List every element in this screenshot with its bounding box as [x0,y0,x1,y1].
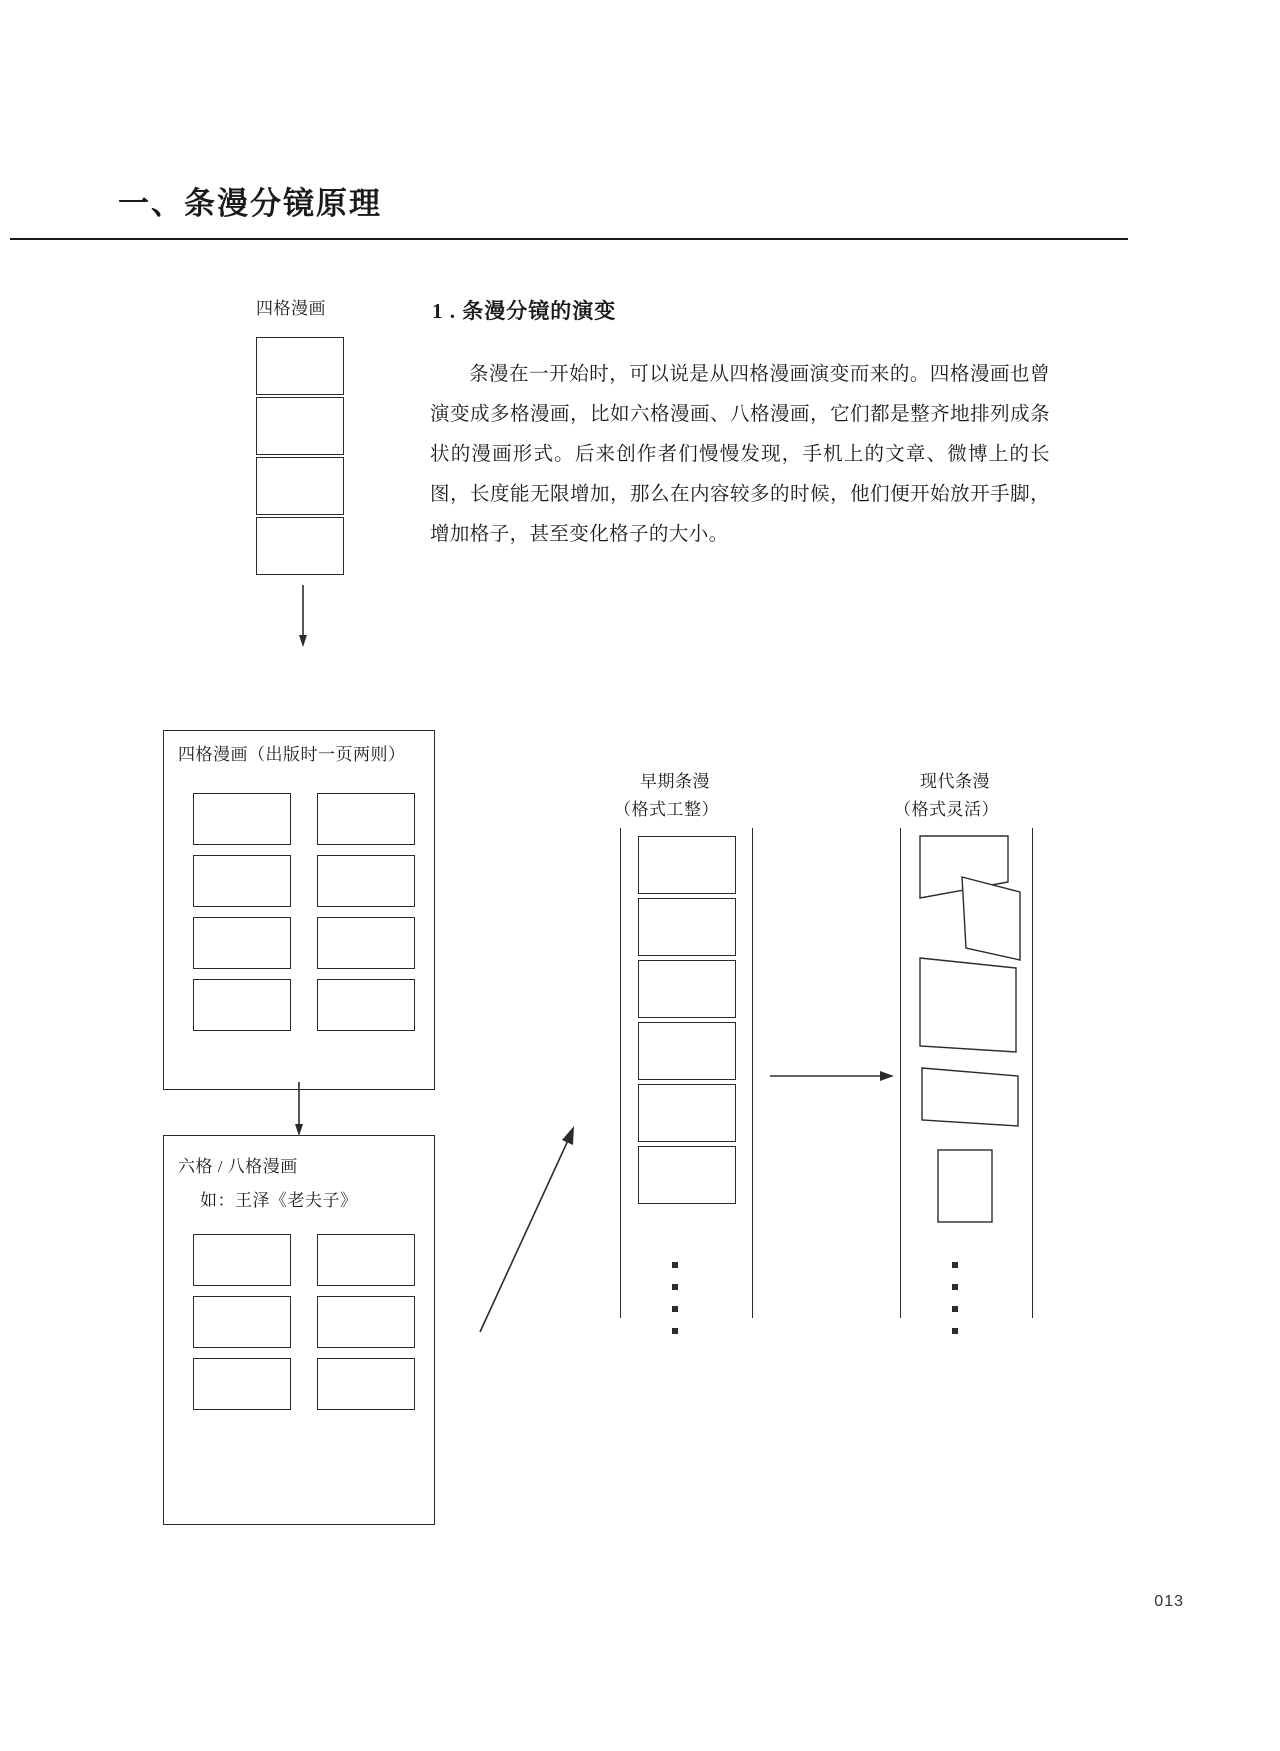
published-four-panel-label: 四格漫画（出版时一页两则） [178,745,406,764]
early-strip-left-rail [620,828,621,1318]
ellipsis-dot [672,1306,678,1312]
arrow-diagonal-icon [470,1120,590,1340]
comic-panel [193,979,291,1031]
modern-strip-caption-line2: （格式灵活） [894,800,999,819]
comic-panel [317,1358,415,1410]
comic-panel [256,517,344,575]
section-heading: 1 . 条漫分镜的演变 [432,299,617,323]
comic-panel [193,793,291,845]
modern-strip-panels [890,820,1050,1280]
title-divider [10,238,1128,240]
body-paragraph: 条漫在一开始时，可以说是从四格漫画演变而来的。四格漫画也曾演变成多格漫画，比如六格漫画、八格漫画，它们都是整齐地排列成条状的漫画形式。后来创作者们慢慢发现，手机上的文章、微博上的长图，长度能无限增加，那么在内容较多的时候，他们便开始放开手脚，增加格子，甚至变化格子的大小。 [430,364,1050,545]
comic-panel [256,337,344,395]
comic-panel [638,960,736,1018]
ellipsis-dot [952,1284,958,1290]
ellipsis-dot [672,1262,678,1268]
comic-panel [317,855,415,907]
six-eight-panel-label-line1: 六格 / 八格漫画 [178,1157,298,1176]
ellipsis-dot [952,1328,958,1334]
ellipsis-dot [672,1284,678,1290]
modern-strip-caption-line1: 现代条漫 [920,772,990,791]
comic-panel [638,1146,736,1204]
arrow-right-icon [770,1068,895,1084]
comic-panel [317,917,415,969]
six-eight-panel-label-line2: 如：王泽《老夫子》 [200,1191,358,1210]
comic-panel [193,1358,291,1410]
ellipsis-dot [672,1328,678,1334]
four-panel-caption: 四格漫画 [256,299,326,318]
comic-panel [193,917,291,969]
comic-panel [317,1296,415,1348]
comic-panel [193,855,291,907]
comic-panel [638,1084,736,1142]
comic-panel [317,979,415,1031]
comic-panel [317,1234,415,1286]
early-strip-caption-line2: （格式工整） [614,800,719,819]
page-title: 一、条漫分镜原理 [118,186,382,221]
published-four-panel-box [163,730,435,1090]
comic-panel [193,1296,291,1348]
comic-panel [638,1022,736,1080]
comic-panel [256,397,344,455]
ellipsis-dot [952,1262,958,1268]
early-strip-caption-line1: 早期条漫 [640,772,710,791]
page-number: 013 [1154,1593,1184,1610]
comic-panel [256,457,344,515]
comic-panel [193,1234,291,1286]
ellipsis-dot [952,1306,958,1312]
arrow-down-icon [292,1082,306,1136]
comic-panel [638,898,736,956]
comic-panel [317,793,415,845]
arrow-down-icon [296,585,310,647]
comic-panel [638,836,736,894]
early-strip-right-rail [752,828,753,1318]
